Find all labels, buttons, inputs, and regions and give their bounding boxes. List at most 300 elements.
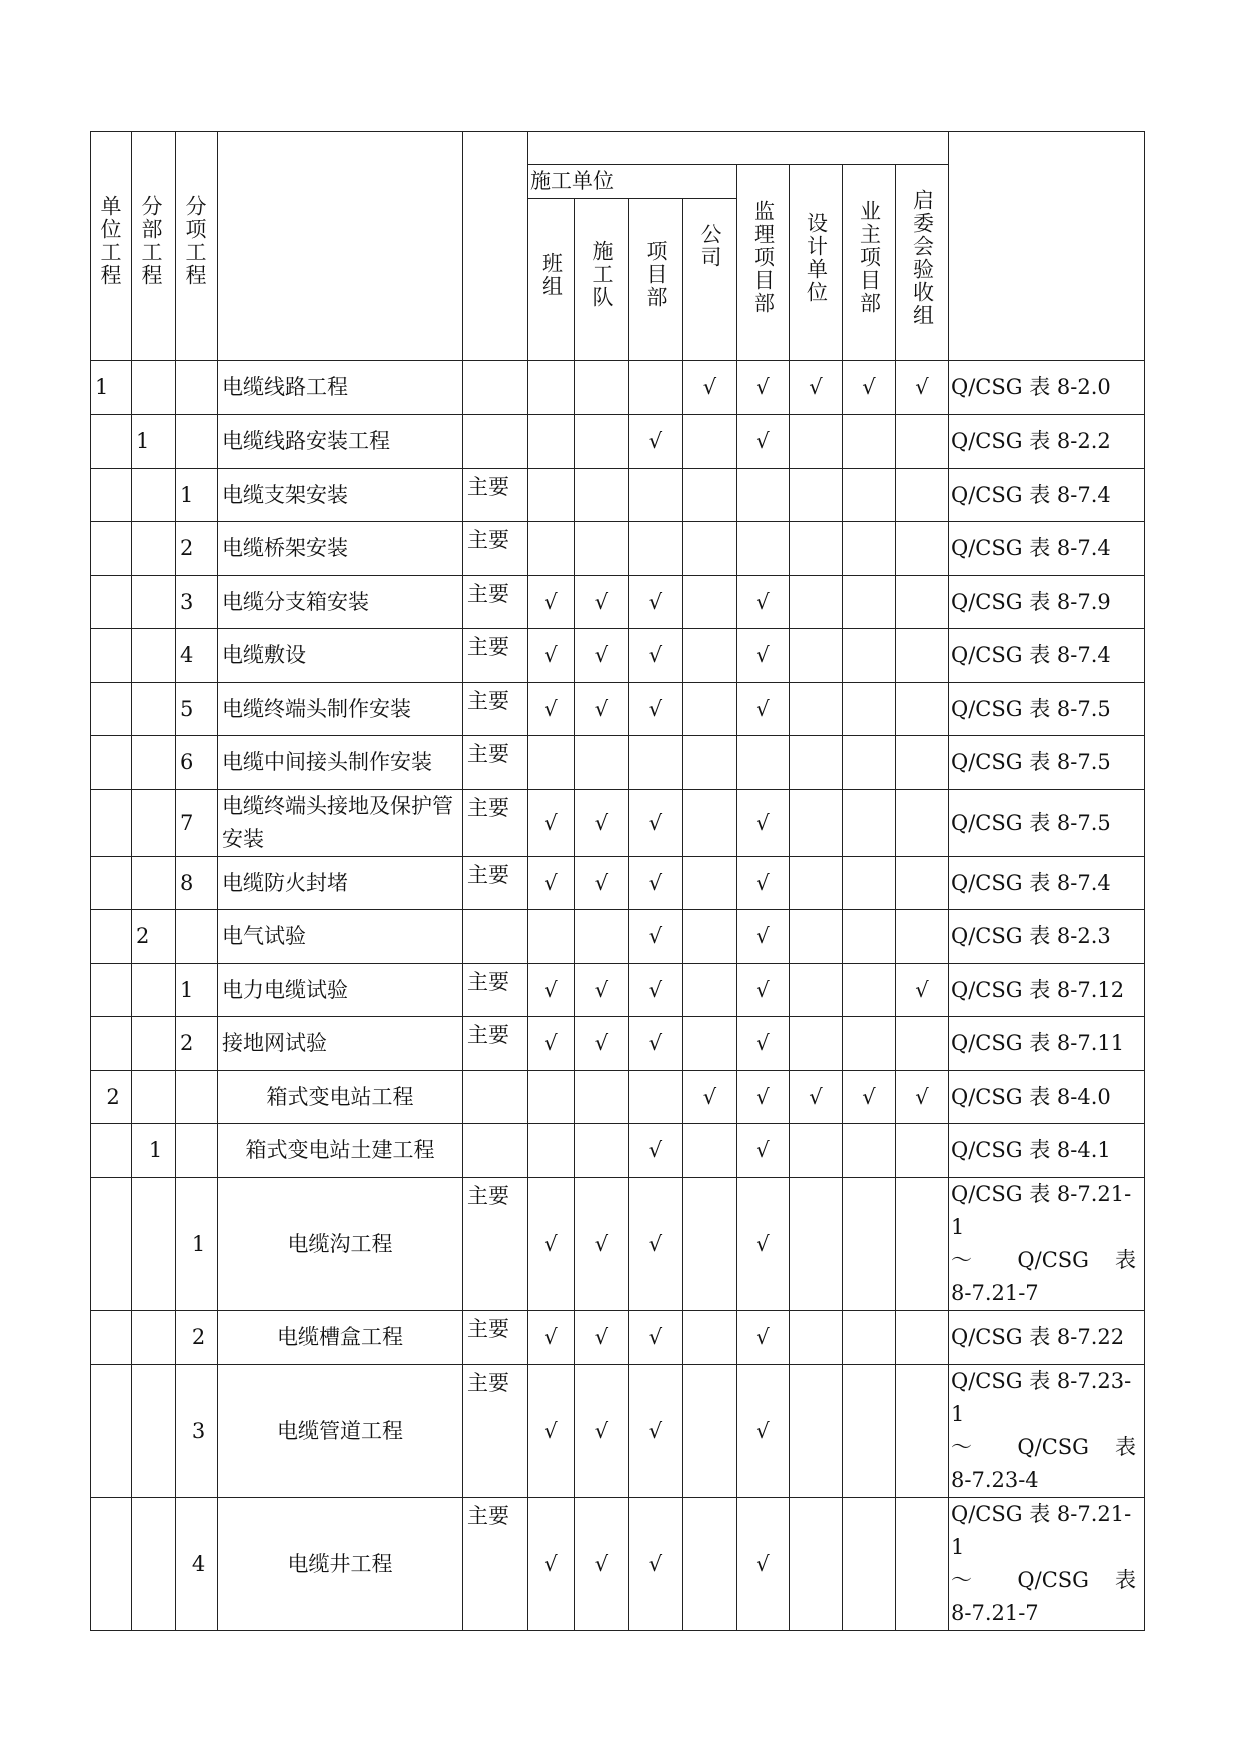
item-name: 电缆中间接头制作安装 bbox=[218, 736, 463, 790]
check-mark bbox=[896, 1124, 949, 1178]
check-mark bbox=[790, 1017, 843, 1071]
table-row bbox=[91, 1017, 1145, 1071]
check-mark: √ bbox=[629, 576, 683, 629]
check-mark: √ bbox=[896, 361, 949, 415]
check-mark: √ bbox=[528, 683, 575, 736]
sub-division-number: 1 bbox=[132, 1124, 176, 1178]
unit-project-number bbox=[91, 1178, 132, 1311]
standard-ref-line: Q/CSG 表 8-7.4 bbox=[951, 643, 1111, 667]
sub-item-number: 1 bbox=[176, 469, 218, 522]
check-mark bbox=[843, 415, 896, 469]
header-crew: 施工队 bbox=[575, 199, 629, 361]
check-mark bbox=[790, 964, 843, 1017]
sub-item-number: 4 bbox=[176, 1498, 218, 1631]
standard-ref bbox=[949, 790, 1145, 857]
check-mark bbox=[843, 683, 896, 736]
check-mark bbox=[683, 1124, 737, 1178]
header-supervision: 监理项目部 bbox=[737, 165, 790, 361]
header-standard-blank bbox=[949, 132, 1145, 361]
header-owner-dept: 业主项目部 bbox=[843, 165, 896, 361]
table-row bbox=[91, 1071, 1145, 1124]
check-mark bbox=[683, 857, 737, 910]
sub-item-number: 3 bbox=[176, 1365, 218, 1498]
standard-ref bbox=[949, 469, 1145, 522]
table-row bbox=[91, 964, 1145, 1017]
main-flag: 主要 bbox=[463, 469, 528, 522]
check-mark bbox=[528, 415, 575, 469]
check-mark: √ bbox=[683, 361, 737, 415]
check-mark bbox=[843, 790, 896, 857]
standard-ref-line: Q/CSG 表 8-7.5 bbox=[951, 810, 1111, 835]
check-mark bbox=[737, 469, 790, 522]
header-name-blank bbox=[218, 132, 463, 361]
check-mark bbox=[575, 522, 629, 576]
check-mark bbox=[790, 857, 843, 910]
item-name: 电缆沟工程 bbox=[218, 1178, 463, 1311]
sub-item-number: 2 bbox=[176, 1311, 218, 1365]
check-mark bbox=[790, 1178, 843, 1311]
sub-item-number bbox=[176, 361, 218, 415]
sub-division-number bbox=[132, 1311, 176, 1365]
unit-project-number: 1 bbox=[91, 361, 132, 415]
standard-ref-line: Q/CSG 表 8-7.4 bbox=[951, 482, 1111, 507]
check-mark: √ bbox=[790, 361, 843, 415]
sub-division-number bbox=[132, 964, 176, 1017]
check-mark bbox=[843, 469, 896, 522]
check-mark: √ bbox=[575, 1498, 629, 1631]
header-construction-unit: 施工单位 bbox=[528, 165, 737, 199]
check-mark: √ bbox=[737, 857, 790, 910]
check-mark: √ bbox=[629, 1017, 683, 1071]
check-mark: √ bbox=[629, 1124, 683, 1178]
standard-ref-line: Q/CSG 表 8-7.11 bbox=[951, 1031, 1125, 1055]
check-mark: √ bbox=[629, 1498, 683, 1631]
check-mark bbox=[896, 415, 949, 469]
check-mark bbox=[737, 522, 790, 576]
standard-ref-line: ～ Q/CSG 表 bbox=[951, 1248, 1136, 1272]
check-mark bbox=[896, 1178, 949, 1311]
item-name: 电缆桥架安装 bbox=[218, 522, 463, 576]
unit-project-number bbox=[91, 576, 132, 629]
check-mark bbox=[896, 576, 949, 629]
sub-item-number: 2 bbox=[176, 1017, 218, 1071]
main-flag: 主要 bbox=[463, 790, 528, 857]
unit-project-number bbox=[91, 683, 132, 736]
check-mark bbox=[683, 415, 737, 469]
standard-ref-line: Q/CSG 表 8-7.4 bbox=[951, 870, 1111, 895]
table-row bbox=[91, 683, 1145, 736]
header-sub-item: 分项工程 bbox=[176, 132, 218, 361]
check-mark: √ bbox=[528, 964, 575, 1017]
acceptance-division-table bbox=[90, 131, 1145, 1631]
check-mark: √ bbox=[737, 1311, 790, 1365]
item-name: 接地网试验 bbox=[218, 1017, 463, 1071]
standard-ref bbox=[949, 1311, 1145, 1365]
check-mark bbox=[790, 469, 843, 522]
table-row bbox=[91, 910, 1145, 964]
table-row bbox=[91, 469, 1145, 522]
header-sub-division: 分部工程 bbox=[132, 132, 176, 361]
sub-item-number: 1 bbox=[176, 1178, 218, 1311]
check-mark bbox=[683, 736, 737, 790]
check-mark: √ bbox=[575, 1017, 629, 1071]
check-mark bbox=[528, 469, 575, 522]
standard-ref bbox=[949, 1017, 1145, 1071]
check-mark bbox=[843, 1311, 896, 1365]
header-design-unit: 设计单位 bbox=[790, 165, 843, 361]
check-mark bbox=[683, 1017, 737, 1071]
check-mark bbox=[896, 1365, 949, 1498]
standard-ref-line: 8-7.23-4 bbox=[951, 1468, 1039, 1492]
check-mark bbox=[896, 1017, 949, 1071]
standard-ref bbox=[949, 1071, 1145, 1124]
check-mark bbox=[896, 1311, 949, 1365]
standard-ref bbox=[949, 361, 1145, 415]
check-mark: √ bbox=[843, 1071, 896, 1124]
check-mark: √ bbox=[737, 964, 790, 1017]
item-name: 电力电缆试验 bbox=[218, 964, 463, 1017]
standard-ref-line: Q/CSG 表 8-7.9 bbox=[951, 589, 1111, 614]
unit-project-number bbox=[91, 857, 132, 910]
standard-ref-line: Q/CSG 表 8-7.12 bbox=[951, 977, 1125, 1002]
main-flag: 主要 bbox=[463, 1498, 528, 1631]
sub-division-number bbox=[132, 736, 176, 790]
check-mark bbox=[790, 1498, 843, 1631]
standard-ref bbox=[949, 522, 1145, 576]
check-mark bbox=[896, 469, 949, 522]
unit-project-number bbox=[91, 1124, 132, 1178]
sub-item-number: 2 bbox=[176, 522, 218, 576]
check-mark: √ bbox=[575, 1311, 629, 1365]
unit-project-number bbox=[91, 910, 132, 964]
main-flag: 主要 bbox=[463, 522, 528, 576]
sub-item-number: 8 bbox=[176, 857, 218, 910]
standard-ref bbox=[949, 857, 1145, 910]
item-name: 箱式变电站土建工程 bbox=[218, 1124, 463, 1178]
item-name: 电缆支架安装 bbox=[218, 469, 463, 522]
table-row bbox=[91, 1311, 1145, 1365]
check-mark: √ bbox=[737, 1178, 790, 1311]
check-mark: √ bbox=[737, 1071, 790, 1124]
check-mark bbox=[896, 629, 949, 683]
check-mark: √ bbox=[737, 361, 790, 415]
check-mark bbox=[843, 629, 896, 683]
check-mark: √ bbox=[575, 683, 629, 736]
standard-ref-line: Q/CSG 表 8-4.0 bbox=[951, 1084, 1111, 1109]
check-mark: √ bbox=[528, 1498, 575, 1631]
standard-ref-line: Q/CSG 表 8-7.4 bbox=[951, 536, 1111, 560]
main-flag: 主要 bbox=[463, 1017, 528, 1071]
item-name: 电缆防火封堵 bbox=[218, 857, 463, 910]
item-name: 箱式变电站工程 bbox=[218, 1071, 463, 1124]
standard-ref-line: ～ Q/CSG 表 bbox=[951, 1435, 1136, 1459]
check-mark bbox=[843, 1124, 896, 1178]
check-mark bbox=[575, 361, 629, 415]
check-mark bbox=[896, 522, 949, 576]
check-mark bbox=[683, 790, 737, 857]
sub-division-number bbox=[132, 361, 176, 415]
standard-ref bbox=[949, 683, 1145, 736]
check-mark bbox=[575, 736, 629, 790]
check-mark bbox=[528, 736, 575, 790]
check-mark: √ bbox=[575, 1178, 629, 1311]
sub-division-number bbox=[132, 576, 176, 629]
unit-project-number bbox=[91, 629, 132, 683]
table-row bbox=[91, 629, 1145, 683]
check-mark bbox=[896, 857, 949, 910]
check-mark bbox=[843, 1178, 896, 1311]
sub-division-number: 2 bbox=[132, 910, 176, 964]
check-mark bbox=[790, 576, 843, 629]
table-row bbox=[91, 1124, 1145, 1178]
check-mark: √ bbox=[629, 415, 683, 469]
check-mark bbox=[790, 736, 843, 790]
check-mark bbox=[683, 469, 737, 522]
standard-ref-line: Q/CSG 表 8-2.2 bbox=[951, 429, 1111, 453]
check-mark: √ bbox=[737, 790, 790, 857]
check-mark bbox=[843, 1017, 896, 1071]
sub-division-number bbox=[132, 1178, 176, 1311]
sub-division-number bbox=[132, 522, 176, 576]
main-flag bbox=[463, 910, 528, 964]
main-flag bbox=[463, 361, 528, 415]
standard-ref bbox=[949, 629, 1145, 683]
check-mark bbox=[790, 1124, 843, 1178]
check-mark bbox=[790, 683, 843, 736]
sub-item-number bbox=[176, 1071, 218, 1124]
standard-ref-line: 8-7.21-7 bbox=[951, 1601, 1039, 1625]
standard-ref-line: Q/CSG 表 8-7.5 bbox=[951, 696, 1111, 721]
table-row bbox=[91, 736, 1145, 790]
check-mark bbox=[575, 415, 629, 469]
main-flag bbox=[463, 1071, 528, 1124]
unit-project-number bbox=[91, 522, 132, 576]
item-name: 电缆线路安装工程 bbox=[218, 415, 463, 469]
check-mark bbox=[575, 469, 629, 522]
check-mark bbox=[843, 736, 896, 790]
check-mark bbox=[629, 469, 683, 522]
check-mark bbox=[896, 736, 949, 790]
table-row bbox=[91, 415, 1145, 469]
check-mark: √ bbox=[528, 576, 575, 629]
check-mark bbox=[790, 1365, 843, 1498]
check-mark bbox=[575, 1071, 629, 1124]
item-name: 电缆槽盒工程 bbox=[218, 1311, 463, 1365]
item-name: 电缆终端头制作安装 bbox=[218, 683, 463, 736]
check-mark bbox=[843, 964, 896, 1017]
check-mark bbox=[683, 964, 737, 1017]
item-name: 电缆分支箱安装 bbox=[218, 576, 463, 629]
check-mark: √ bbox=[629, 1178, 683, 1311]
standard-ref bbox=[949, 1498, 1145, 1631]
table-row bbox=[91, 1178, 1145, 1311]
sub-item-number bbox=[176, 415, 218, 469]
check-mark bbox=[629, 361, 683, 415]
check-mark: √ bbox=[737, 629, 790, 683]
check-mark: √ bbox=[629, 629, 683, 683]
check-mark bbox=[683, 683, 737, 736]
sub-division-number bbox=[132, 1071, 176, 1124]
sub-item-number: 7 bbox=[176, 790, 218, 857]
check-mark bbox=[528, 1071, 575, 1124]
header-top-blank bbox=[528, 132, 949, 165]
table-row bbox=[91, 790, 1145, 857]
main-flag bbox=[463, 1124, 528, 1178]
check-mark bbox=[896, 910, 949, 964]
sub-item-number: 4 bbox=[176, 629, 218, 683]
sub-item-number: 1 bbox=[176, 964, 218, 1017]
header-main-blank bbox=[463, 132, 528, 361]
check-mark bbox=[683, 1178, 737, 1311]
sub-division-number bbox=[132, 857, 176, 910]
standard-ref-line: Q/CSG 表 8-7.5 bbox=[951, 750, 1111, 774]
check-mark bbox=[528, 1124, 575, 1178]
item-name: 电缆线路工程 bbox=[218, 361, 463, 415]
check-mark: √ bbox=[575, 576, 629, 629]
table-row bbox=[91, 857, 1145, 910]
unit-project-number bbox=[91, 964, 132, 1017]
table-row bbox=[91, 576, 1145, 629]
check-mark bbox=[790, 629, 843, 683]
check-mark: √ bbox=[528, 790, 575, 857]
check-mark bbox=[528, 910, 575, 964]
sub-division-number bbox=[132, 1498, 176, 1631]
check-mark: √ bbox=[528, 1365, 575, 1498]
standard-ref-line: Q/CSG 表 8-7.21-1 bbox=[951, 1502, 1132, 1559]
standard-ref-line: Q/CSG 表 8-7.23-1 bbox=[951, 1369, 1132, 1426]
item-name: 电缆管道工程 bbox=[218, 1365, 463, 1498]
check-mark: √ bbox=[737, 910, 790, 964]
table-row bbox=[91, 1498, 1145, 1631]
standard-ref-line: Q/CSG 表 8-2.3 bbox=[951, 924, 1111, 948]
table-row bbox=[91, 361, 1145, 415]
check-mark bbox=[790, 1311, 843, 1365]
check-mark bbox=[683, 1498, 737, 1631]
main-flag: 主要 bbox=[463, 1365, 528, 1498]
standard-ref-line: Q/CSG 表 8-2.0 bbox=[951, 375, 1111, 399]
check-mark bbox=[528, 361, 575, 415]
check-mark bbox=[683, 1311, 737, 1365]
main-flag: 主要 bbox=[463, 857, 528, 910]
item-name: 电缆井工程 bbox=[218, 1498, 463, 1631]
check-mark: √ bbox=[528, 1178, 575, 1311]
check-mark: √ bbox=[629, 964, 683, 1017]
check-mark: √ bbox=[575, 964, 629, 1017]
main-flag: 主要 bbox=[463, 1311, 528, 1365]
check-mark: √ bbox=[790, 1071, 843, 1124]
sub-item-number: 3 bbox=[176, 576, 218, 629]
check-mark bbox=[896, 790, 949, 857]
check-mark bbox=[683, 910, 737, 964]
check-mark bbox=[528, 522, 575, 576]
check-mark: √ bbox=[629, 1311, 683, 1365]
check-mark: √ bbox=[629, 1365, 683, 1498]
standard-ref-line: Q/CSG 表 8-7.22 bbox=[951, 1325, 1125, 1349]
table-row bbox=[91, 1365, 1145, 1498]
check-mark: √ bbox=[629, 683, 683, 736]
check-mark: √ bbox=[896, 964, 949, 1017]
unit-project-number bbox=[91, 1017, 132, 1071]
header-team: 班组 bbox=[528, 199, 575, 361]
check-mark: √ bbox=[528, 1311, 575, 1365]
check-mark: √ bbox=[575, 857, 629, 910]
standard-ref-line: 8-7.21-7 bbox=[951, 1281, 1039, 1305]
check-mark bbox=[790, 522, 843, 576]
sub-division-number: 1 bbox=[132, 415, 176, 469]
check-mark bbox=[629, 1071, 683, 1124]
item-name: 电缆敷设 bbox=[218, 629, 463, 683]
check-mark: √ bbox=[629, 857, 683, 910]
unit-project-number: 2 bbox=[91, 1071, 132, 1124]
check-mark: √ bbox=[629, 790, 683, 857]
standard-ref bbox=[949, 576, 1145, 629]
check-mark bbox=[683, 629, 737, 683]
check-mark bbox=[683, 1365, 737, 1498]
header-company: 公司 bbox=[683, 199, 737, 361]
standard-ref bbox=[949, 1178, 1145, 1311]
check-mark bbox=[790, 415, 843, 469]
sub-item-number: 5 bbox=[176, 683, 218, 736]
check-mark: √ bbox=[843, 361, 896, 415]
unit-project-number bbox=[91, 1311, 132, 1365]
check-mark bbox=[843, 1365, 896, 1498]
item-name: 电缆终端头接地及保护管安装 bbox=[218, 790, 463, 857]
sub-division-number bbox=[132, 629, 176, 683]
sub-division-number bbox=[132, 469, 176, 522]
standard-ref bbox=[949, 964, 1145, 1017]
table-row bbox=[91, 522, 1145, 576]
check-mark bbox=[843, 910, 896, 964]
check-mark bbox=[843, 522, 896, 576]
sub-division-number bbox=[132, 1365, 176, 1498]
sub-division-number bbox=[132, 790, 176, 857]
standard-ref bbox=[949, 1124, 1145, 1178]
check-mark bbox=[896, 683, 949, 736]
check-mark: √ bbox=[737, 1365, 790, 1498]
check-mark: √ bbox=[575, 1365, 629, 1498]
main-flag: 主要 bbox=[463, 629, 528, 683]
unit-project-number bbox=[91, 469, 132, 522]
check-mark: √ bbox=[896, 1071, 949, 1124]
standard-ref-line: ～ Q/CSG 表 bbox=[951, 1568, 1136, 1592]
header-unit-project: 单位工程 bbox=[91, 132, 132, 361]
check-mark: √ bbox=[629, 910, 683, 964]
check-mark bbox=[790, 910, 843, 964]
check-mark: √ bbox=[575, 629, 629, 683]
check-mark: √ bbox=[575, 790, 629, 857]
sub-division-number bbox=[132, 683, 176, 736]
unit-project-number bbox=[91, 1365, 132, 1498]
check-mark bbox=[575, 910, 629, 964]
check-mark bbox=[629, 522, 683, 576]
sub-division-number bbox=[132, 1017, 176, 1071]
main-flag: 主要 bbox=[463, 736, 528, 790]
standard-ref bbox=[949, 910, 1145, 964]
check-mark: √ bbox=[737, 683, 790, 736]
check-mark bbox=[843, 576, 896, 629]
check-mark: √ bbox=[737, 415, 790, 469]
check-mark bbox=[843, 1498, 896, 1631]
unit-project-number bbox=[91, 1498, 132, 1631]
check-mark: √ bbox=[528, 857, 575, 910]
check-mark: √ bbox=[737, 576, 790, 629]
check-mark bbox=[896, 1498, 949, 1631]
sub-item-number bbox=[176, 1124, 218, 1178]
sub-item-number bbox=[176, 910, 218, 964]
check-mark bbox=[737, 736, 790, 790]
header-project-dept: 项目部 bbox=[629, 199, 683, 361]
header-acceptance-committee: 启委会验收组 bbox=[896, 165, 949, 361]
